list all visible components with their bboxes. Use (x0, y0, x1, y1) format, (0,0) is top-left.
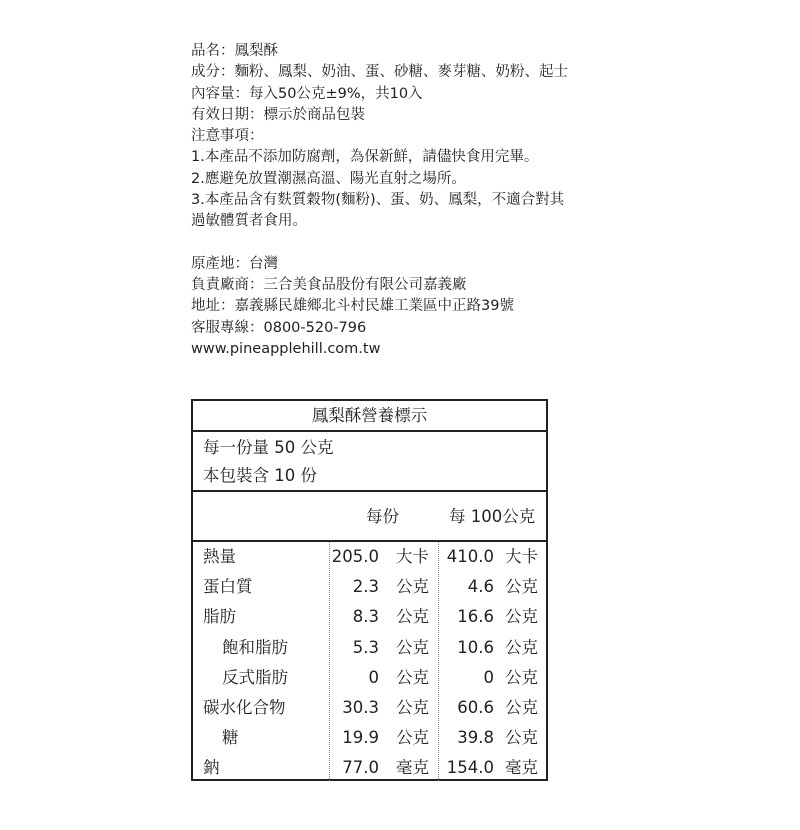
spacer (191, 233, 568, 254)
per-serving-unit: 公克 (396, 607, 429, 627)
nutrient-label: 鈉 (203, 758, 220, 778)
per-100g-value: 4.6 (467, 577, 494, 597)
ingredients: 成分：麵粉、鳳梨、奶油、蛋、砂糖、麥芽糖、奶粉、起士 (191, 64, 568, 81)
nutrient-label: 反式脂肪 (222, 667, 288, 687)
per-serving-unit: 公克 (396, 637, 429, 657)
note-2: 2.應避免放置潮濕高溫、陽光直射之場所。 (191, 170, 466, 187)
nutrient-label: 熱量 (203, 547, 236, 566)
product-name: 品名：鳳梨酥 (191, 43, 278, 59)
col-per-100g: 每 100公克 (449, 507, 536, 526)
manufacturer: 負責廠商：三合美食品股份有限公司嘉義廠 (191, 276, 467, 293)
per-100g-unit: 公克 (505, 698, 538, 717)
per-serving-unit: 毫克 (396, 758, 429, 778)
serving-info (193, 432, 546, 492)
per-100g-value: 0 (483, 667, 494, 687)
per-100g-value: 410.0 (446, 547, 494, 566)
per-100g-unit: 公克 (505, 637, 538, 657)
note-3-continued: 過敏體質者食用。 (191, 213, 307, 230)
per-serving-value: 19.9 (342, 728, 379, 748)
nutrition-title: 鳳梨酥營養標示 (193, 401, 546, 432)
per-serving-value: 8.3 (352, 607, 379, 627)
col-per-serving: 每份 (366, 507, 399, 526)
nutrition-row (193, 723, 546, 753)
per-100g-value: 10.6 (457, 637, 494, 657)
per-serving-value: 30.3 (342, 698, 379, 717)
nutrition-row (193, 693, 546, 723)
nutrient-label: 碳水化合物 (203, 698, 286, 717)
nutrition-rows (193, 542, 546, 781)
per-100g-unit: 公克 (505, 607, 538, 627)
per-serving-value: 205.0 (331, 547, 379, 566)
expiry-date: 有效日期：標示於商品包裝 (191, 106, 365, 123)
per-serving-unit: 公克 (396, 577, 429, 597)
notes-heading: 注意事項： (191, 128, 264, 145)
per-100g-unit: 公克 (505, 728, 538, 748)
nutrition-row (193, 753, 546, 783)
net-content: 內容量：每入50公克±9%，共10入 (191, 85, 423, 102)
per-serving-value: 0 (368, 667, 379, 687)
nutrient-label: 脂肪 (203, 607, 236, 627)
serving-size: 每一份量 50 公克 (203, 438, 334, 457)
nutrition-facts-table (191, 399, 548, 781)
nutrition-row (193, 542, 546, 572)
note-1: 1.本產品不添加防腐劑，為保新鮮，請儘快食用完畢。 (191, 149, 539, 166)
column-headers (193, 492, 546, 542)
nutrition-row (193, 663, 546, 693)
per-100g-value: 154.0 (446, 758, 494, 778)
origin: 原產地：台灣 (191, 255, 278, 272)
per-100g-unit: 公克 (505, 667, 538, 687)
per-100g-value: 39.8 (457, 728, 494, 748)
per-serving-unit: 大卡 (396, 547, 429, 566)
nutrition-row (193, 633, 546, 663)
per-serving-value: 5.3 (352, 637, 379, 657)
per-serving-unit: 公克 (396, 698, 429, 717)
per-100g-unit: 毫克 (505, 758, 538, 778)
nutrient-label: 糖 (222, 728, 239, 748)
address: 地址：嘉義縣民雄鄉北斗村民雄工業區中正路39號 (191, 298, 514, 315)
nutrient-label: 飽和脂肪 (222, 637, 288, 657)
per-100g-unit: 大卡 (505, 547, 538, 566)
per-100g-value: 16.6 (457, 607, 494, 627)
per-serving-value: 2.3 (352, 577, 379, 597)
nutrient-label: 蛋白質 (203, 577, 253, 597)
per-100g-value: 60.6 (457, 698, 494, 717)
per-serving-unit: 公克 (396, 667, 429, 687)
nutrition-row (193, 572, 546, 602)
nutrition-row (193, 602, 546, 632)
note-3: 3.本產品含有麩質穀物(麵粉)、蛋、奶、鳳梨，不適合對其 (191, 192, 565, 209)
per-100g-unit: 公克 (505, 577, 538, 597)
per-serving-value: 77.0 (342, 758, 379, 778)
product-info (191, 41, 568, 360)
per-serving-unit: 公克 (396, 728, 429, 748)
website: www.pineapplehill.com.tw (191, 340, 381, 357)
servings-per-package: 本包裝含 10 份 (203, 466, 317, 485)
service-hotline: 客服專線：0800-520-796 (191, 319, 367, 336)
